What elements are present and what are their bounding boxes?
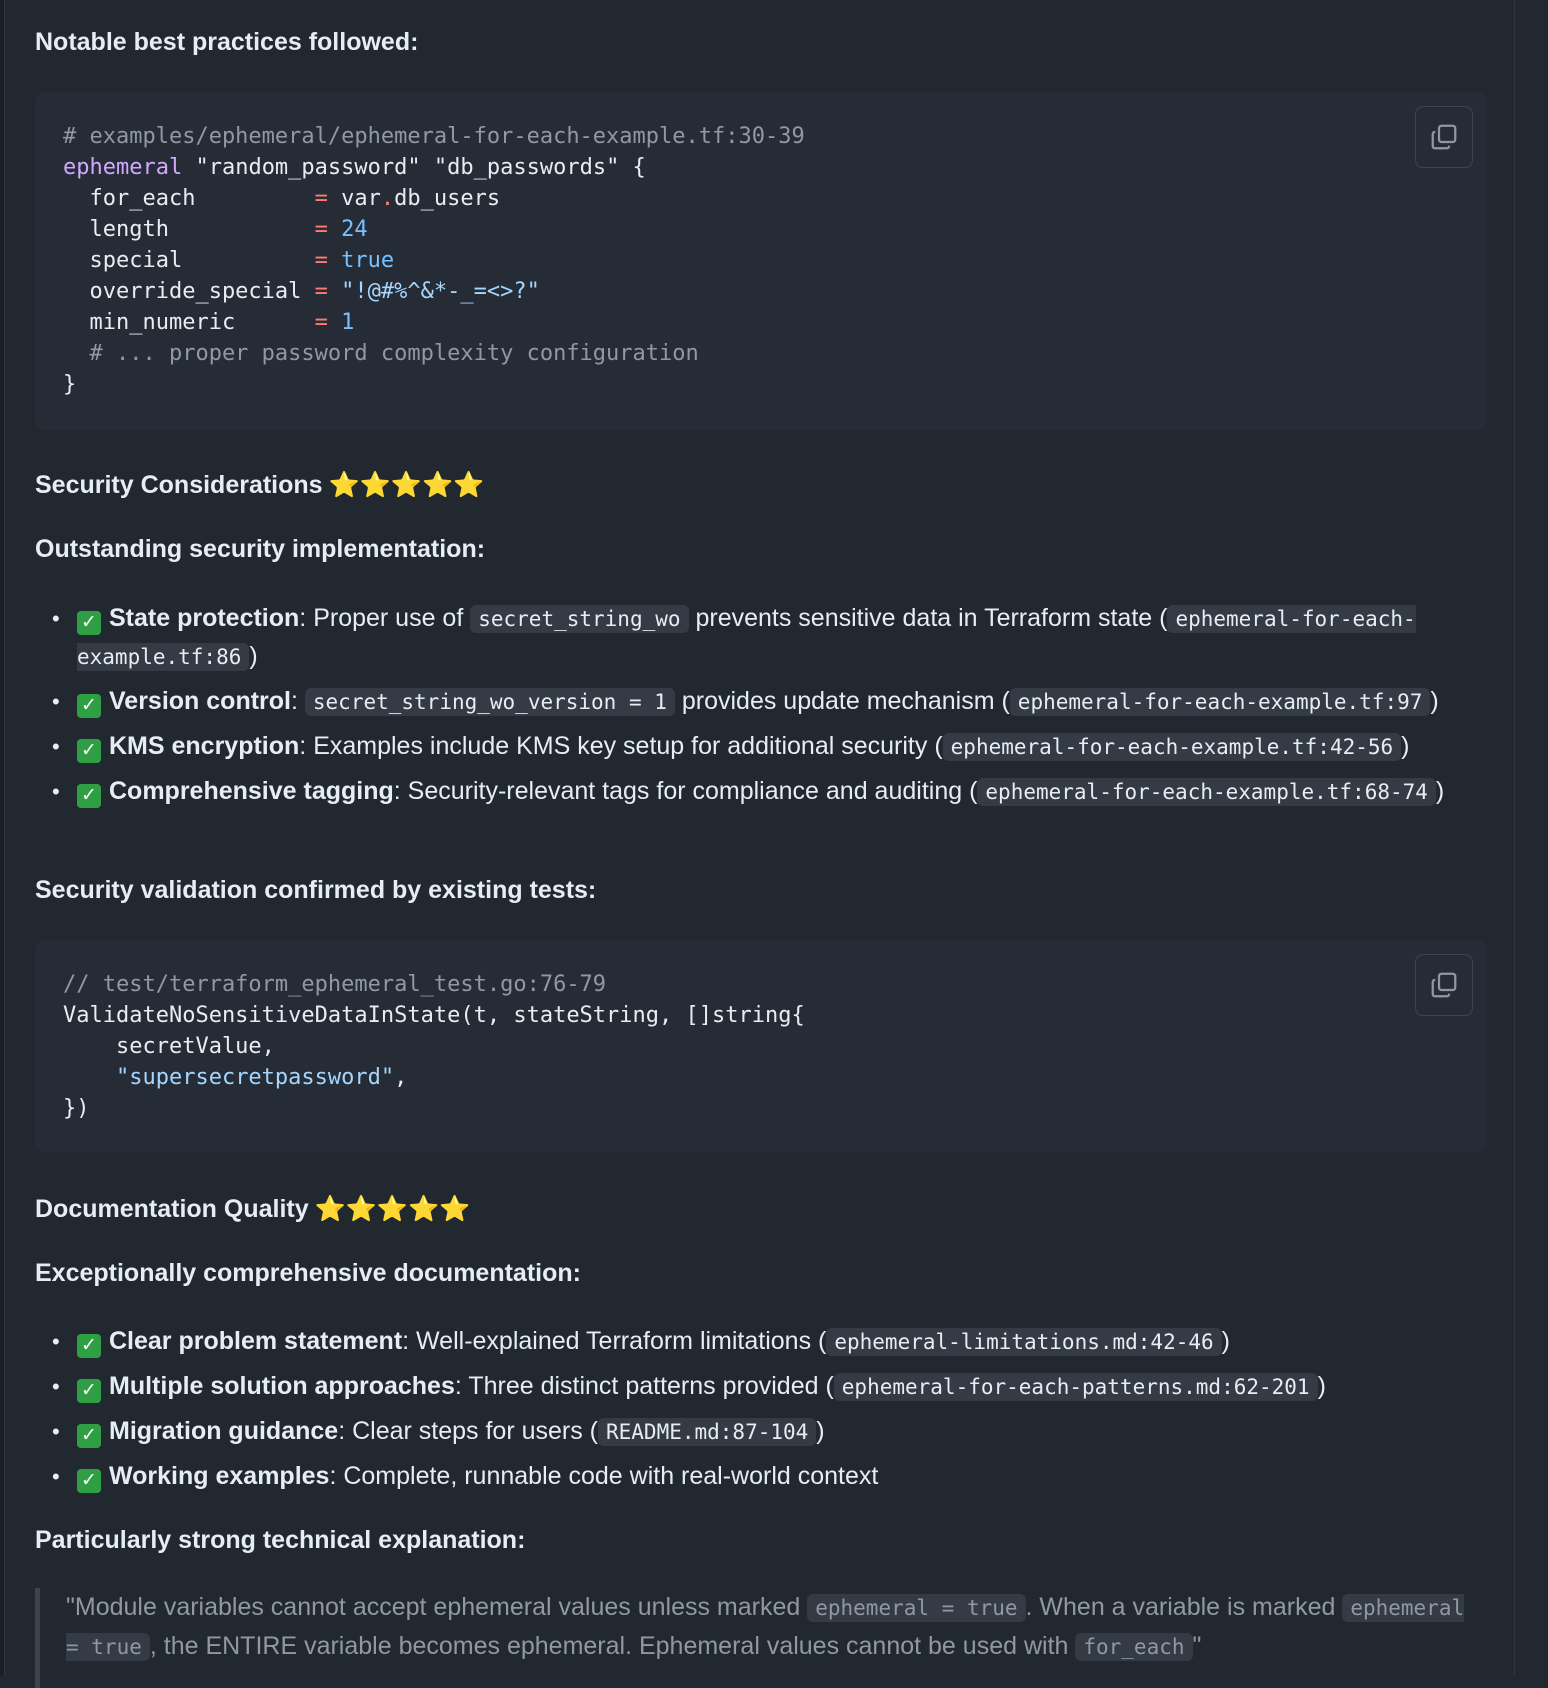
code-decl: "random_password" "db_passwords" { — [182, 155, 646, 180]
code-key-special: special — [63, 248, 315, 273]
code-val-var: var — [341, 186, 381, 211]
item-title: KMS encryption — [109, 732, 300, 760]
item-text: : Proper use of — [299, 604, 471, 632]
item-text: ) — [1317, 1372, 1326, 1400]
code-inner-comment: # ... proper password complexity configuration — [63, 341, 699, 366]
code-keyword: ephemeral — [63, 155, 183, 180]
copy-button[interactable] — [1415, 954, 1473, 1016]
docs-subtitle: Exceptionally comprehensive documentation: — [35, 1259, 581, 1287]
docs-title: Documentation Quality — [35, 1195, 309, 1223]
code-block-go — [35, 940, 1487, 1152]
docs-heading — [35, 1195, 470, 1224]
item-text: : Clear steps for users ( — [338, 1417, 598, 1445]
item-title: Multiple solution approaches — [109, 1372, 455, 1400]
security-title: Security Considerations — [35, 471, 323, 499]
inline-code: ephemeral-limitations.md:42-46 — [826, 1328, 1221, 1356]
security-list — [35, 600, 1475, 811]
code-val-db-users: db_users — [394, 186, 501, 211]
item-text: ) — [1401, 732, 1410, 760]
code-punct: , — [394, 1065, 408, 1090]
item-title: Migration guidance — [109, 1417, 339, 1445]
item-text: prevents sensitive data in Terraform state ( — [688, 604, 1168, 632]
code-string: "supersecretpassword" — [115, 1065, 395, 1090]
left-border — [0, 0, 5, 1676]
list-item: • ✓ Clear problem statement: Well-explained Terraform limitations ( ephemeral-limitations.md:42-46 ) — [52, 1327, 1230, 1356]
list-item: • ✓ Migration guidance: Clear steps for users ( README.md:87-104 ) — [52, 1417, 825, 1446]
inline-code: ephemeral-for-each-example.tf:97 — [1010, 688, 1431, 716]
list-item: • ✓ State protection: Proper use of secret_string_wo prevents sensitive data in Terraform state ( ephemeral-for-each-example.tf:86 ) — [52, 604, 1416, 670]
docs-star-rating: ⭐⭐⭐⭐⭐ — [314, 1195, 471, 1223]
code-key-length: length — [63, 217, 315, 242]
quote-text: . When a variable is marked — [1025, 1593, 1343, 1621]
security-subtitle: Outstanding security implementation: — [35, 535, 486, 563]
item-title: State protection — [109, 604, 300, 632]
quote-text: "Module variables cannot accept ephemeral values unless marked — [66, 1593, 808, 1621]
item-title: Working examples — [109, 1462, 330, 1490]
item-text: : — [290, 687, 305, 715]
list-item: • ✓ Multiple solution approaches: Three distinct patterns provided ( ephemeral-for-each-patterns.md:62-201 ) — [52, 1372, 1326, 1401]
code-key-for-each: for_each — [63, 186, 315, 211]
code-terraform: # examples/ephemeral/ephemeral-for-each-example.tf:30-39 ephemeral "random_password" "db_passwords" { for_each = var.db_users length = 24 special = true override_special = "!@#%^&*-_=<>?" min_numeric = 1 # ... proper password complexity configuration } — [63, 124, 805, 397]
inline-code: ephemeral = true — [807, 1594, 1025, 1622]
item-text: : Complete, runnable code with real-world context — [329, 1462, 879, 1490]
check-mark-icon: ✓ — [77, 694, 101, 718]
inline-code: ephemeral-for-each-patterns.md:62-201 — [834, 1373, 1318, 1401]
check-mark-icon: ✓ — [77, 611, 101, 635]
copy-icon — [1429, 122, 1459, 152]
code-key-override: override_special — [63, 279, 315, 304]
list-item: • ✓ Version control: secret_string_wo_version = 1 provides update mechanism ( ephemeral-for-each-example.tf:97 ) — [52, 687, 1439, 716]
item-title: Clear problem statement — [109, 1327, 403, 1355]
code-line: }) — [63, 1096, 90, 1121]
copy-button[interactable] — [1415, 106, 1473, 168]
code-line: secretValue, — [63, 1034, 275, 1059]
blockquote — [35, 1588, 1475, 1688]
quote-text: " — [1192, 1632, 1202, 1660]
inline-code: secret_string_wo — [470, 605, 688, 633]
check-mark-icon: ✓ — [77, 1379, 101, 1403]
item-title: Version control — [109, 687, 291, 715]
item-text: : Security-relevant tags for compliance and auditing ( — [393, 777, 978, 805]
item-text: ) — [816, 1417, 825, 1445]
code-block-terraform — [35, 92, 1487, 430]
inline-code: secret_string_wo_version = 1 — [305, 688, 675, 716]
item-text: : Three distinct patterns provided ( — [454, 1372, 834, 1400]
check-mark-icon: ✓ — [77, 1424, 101, 1448]
inline-code: ephemeral-for-each-example.tf:42-56 — [943, 733, 1402, 761]
code-val-min-numeric: 1 — [341, 310, 355, 335]
check-mark-icon: ✓ — [77, 1469, 101, 1493]
copy-icon — [1429, 970, 1459, 1000]
code-close: } — [63, 372, 77, 397]
inline-code: ephemeral = true — [66, 1596, 1465, 1659]
inline-code: README.md:87-104 — [598, 1418, 816, 1446]
item-text: ) — [1221, 1327, 1230, 1355]
security-heading — [35, 471, 484, 500]
item-text: : Well-explained Terraform limitations ( — [402, 1327, 827, 1355]
list-item: • ✓ Working examples: Complete, runnable code with real-world context — [52, 1462, 879, 1491]
code-val-override: "!@#%^&*-_=<>?" — [341, 279, 540, 304]
best-practices-label: Notable best practices followed: — [35, 28, 419, 56]
item-text: ) — [1435, 777, 1445, 805]
code-comment: // test/terraform_ephemeral_test.go:76-79 — [63, 972, 607, 997]
code-val-length: 24 — [341, 217, 368, 242]
code-key-min-numeric: min_numeric — [63, 310, 315, 335]
right-scroll-gutter[interactable] — [1514, 0, 1548, 1676]
list-item: • ✓ Comprehensive tagging: Security-relevant tags for compliance and auditing ( ephemeral-for-each-example.tf:68-74 ) — [52, 777, 1445, 806]
item-text: ) — [249, 642, 258, 670]
code-comment: # examples/ephemeral/ephemeral-for-each-example.tf:30-39 — [63, 124, 805, 149]
check-mark-icon: ✓ — [77, 1334, 101, 1358]
docs-list — [35, 1323, 1475, 1495]
security-star-rating: ⭐⭐⭐⭐⭐ — [328, 471, 485, 499]
inline-code: ephemeral-for-each-example.tf:86 — [77, 607, 1416, 669]
tests-label: Security validation confirmed by existing tests: — [35, 876, 597, 904]
item-text: : Examples include KMS key setup for additional security ( — [299, 732, 943, 760]
item-text: provides update mechanism ( — [674, 687, 1010, 715]
inline-code: ephemeral-for-each-example.tf:68-74 — [977, 778, 1436, 806]
quote-text: , the ENTIRE variable becomes ephemeral. Ephemeral values cannot be used with — [149, 1632, 1076, 1660]
list-item: • ✓ KMS encryption: Examples include KMS key setup for additional security ( ephemeral-for-each-example.tf:42-56 ) — [52, 732, 1410, 761]
technical-label: Particularly strong technical explanation: — [35, 1526, 526, 1554]
code-go — [63, 969, 805, 1124]
code-val-special: true — [341, 248, 395, 273]
inline-code: for_each — [1075, 1633, 1192, 1661]
code-line: ValidateNoSensitiveDataInState(t, stateString, []string{ — [63, 1003, 805, 1028]
check-mark-icon: ✓ — [77, 739, 101, 763]
item-title: Comprehensive tagging — [109, 777, 394, 805]
check-mark-icon: ✓ — [77, 784, 101, 808]
item-text: ) — [1430, 687, 1439, 715]
